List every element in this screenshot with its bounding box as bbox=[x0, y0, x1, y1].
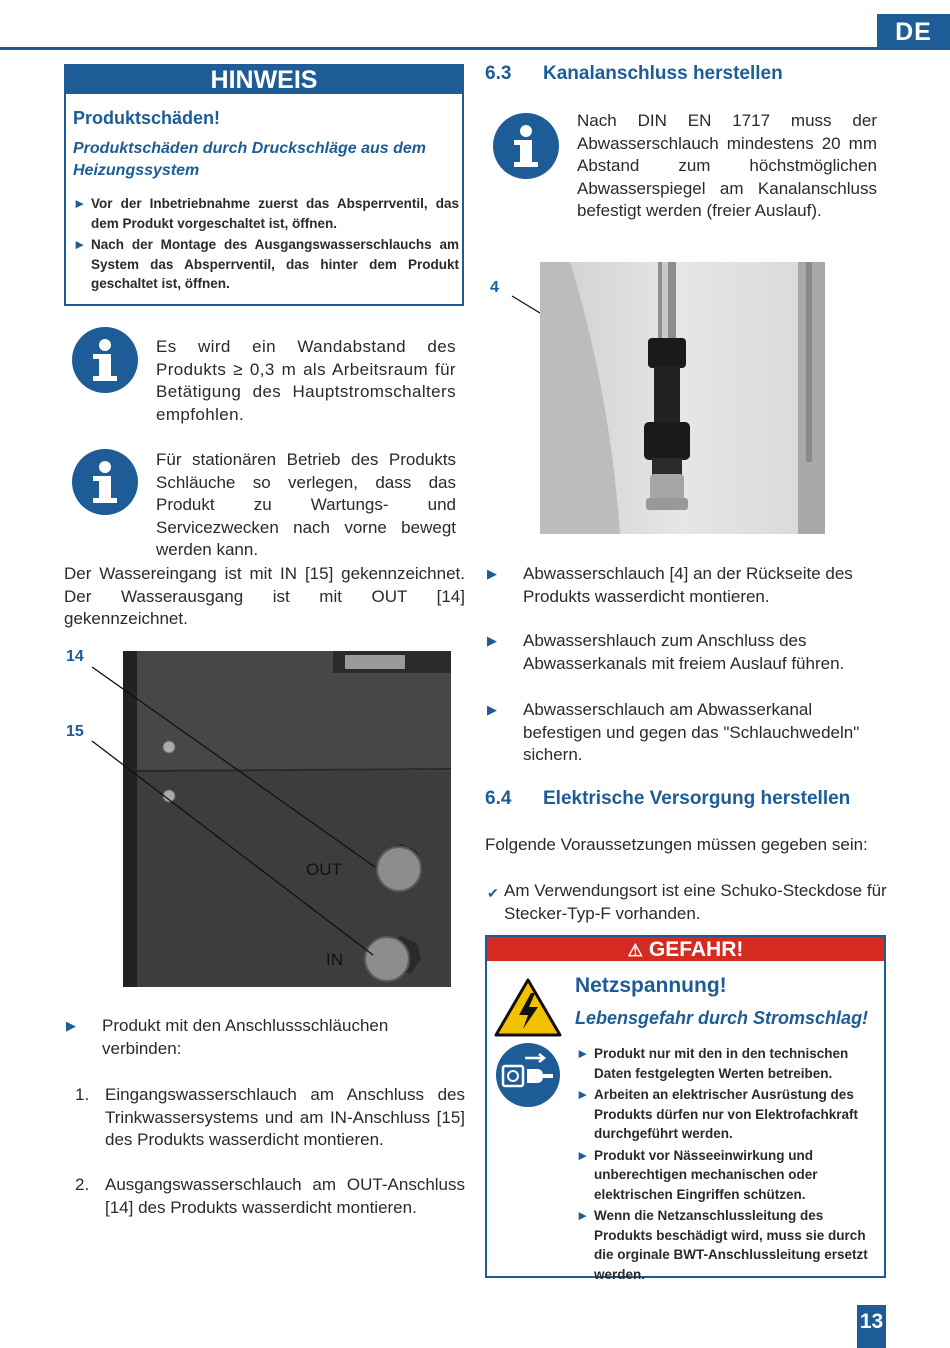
drain-hose-photo bbox=[540, 262, 825, 534]
danger-box bbox=[485, 935, 886, 1282]
callout-label-14: 14 bbox=[66, 648, 84, 665]
arrow-icon: ▶ bbox=[487, 702, 497, 717]
notice-subtitle: Produktschäden durch Druckschläge aus dem Heizungssystem bbox=[73, 140, 426, 179]
notice-title: Produktschäden! bbox=[73, 108, 221, 128]
disconnect-plug-icon bbox=[495, 1042, 561, 1108]
section-heading-6-3: 6.3 Kanalanschluss herstellen bbox=[485, 63, 783, 84]
arrow-icon: ▶ bbox=[66, 1018, 76, 1033]
step-item: 1. Eingangswasserschlauch am Anschluss des Trinkwassersystems und am IN-Anschluss [15] des Produkts wasserdicht montieren. bbox=[75, 1085, 465, 1149]
requirement-item: ✔ Am Verwendungsort ist eine Schuko-Steckdose für Stecker-Typ-F vorhanden. bbox=[487, 881, 887, 923]
danger-bullet: ► Produkt nur mit den in den technischen Daten festgelegten Werten betreiben. bbox=[576, 1046, 849, 1081]
danger-bullet: ► Arbeiten an elektrischer Ausrüstung des Produkts dürfen nur von Elektrofachkraft durchgeführt werden. bbox=[576, 1087, 859, 1141]
step-intro: ▶ Produkt mit den Anschlussschläuchen verbinden: bbox=[66, 1016, 389, 1058]
arrow-icon: ► bbox=[576, 1046, 590, 1061]
arrow-icon: ► bbox=[576, 1087, 590, 1102]
info-text-hose-routing: Für stationären Betrieb des Produkts Schläuche so verlegen, dass das Produkt zu Wartungs- und Servicezwecken nach vorne bewegt werden kann. bbox=[156, 450, 456, 559]
language-badge: DE bbox=[877, 14, 950, 50]
notice-bullet: ► Nach der Montage des Ausgangswasserschlauchs am System das Absperrventil, das hinter dem Produkt geschaltet ist, öffnen. bbox=[73, 237, 459, 291]
arrow-icon: ▶ bbox=[487, 566, 497, 581]
section-heading-6-4: 6.4 Elektrische Versorgung herstellen bbox=[485, 788, 851, 809]
danger-bullet: ► Produkt vor Nässeeinwirkung und unberechtigen mechanischen oder elektrischen Eingriffen schützen. bbox=[576, 1147, 818, 1202]
arrow-icon: ► bbox=[576, 1208, 590, 1223]
notice-bullet: ► Vor der Inbetriebnahme zuerst das Absperrventil, das dem Produkt vorgeschaltet ist, öffnen. bbox=[73, 196, 459, 231]
info-text-din: Nach DIN EN 1717 muss der Abwasserschlauch mindestens 20 mm Abstand zum höchstmöglichen Abwasserspiegel am Kanalanschluss befestigt werden (freier Auslauf). bbox=[577, 111, 877, 220]
warning-triangle-icon: ⚠ bbox=[627, 941, 643, 960]
svg-text:OUT: OUT bbox=[306, 860, 342, 879]
water-connection-paragraph: Der Wassereingang ist mit IN [15] gekennzeichnet. Der Wasserausgang ist mit OUT [14] gekennzeichnet. bbox=[64, 564, 465, 628]
drain-step: ▶ Abwasserschlauch [4] an der Rückseite des Produkts wasserdicht montieren. bbox=[487, 564, 853, 606]
arrow-icon: ► bbox=[576, 1147, 590, 1163]
drain-step: ▶ Abwasserschlauch am Abwasserkanal befestigen und gegen das "Schlauchwedeln" sichern. bbox=[487, 700, 860, 764]
arrow-icon: ► bbox=[73, 237, 87, 252]
info-icon bbox=[493, 113, 559, 179]
drain-step: ▶ Abwassershlauch zum Anschluss des Abwasserkanals mit freiem Auslauf führen. bbox=[487, 631, 845, 673]
svg-text:IN: IN bbox=[326, 950, 343, 969]
danger-heading: ⚠ GEFAHR! bbox=[487, 937, 884, 961]
callout-label-4: 4 bbox=[490, 279, 499, 296]
checkmark-icon: ✔ bbox=[487, 885, 499, 901]
arrow-icon: ▶ bbox=[487, 633, 497, 648]
arrow-icon: ► bbox=[73, 196, 87, 211]
requirements-intro: Folgende Voraussetzungen müssen gegeben sein: bbox=[485, 835, 868, 854]
danger-subtitle: Lebensgefahr durch Stromschlag! bbox=[575, 1008, 869, 1028]
step-item: 2. Ausgangswasserschlauch am OUT-Anschluss [14] des Produkts wasserdicht montieren. bbox=[75, 1175, 465, 1217]
page-number: 13 bbox=[857, 1305, 886, 1348]
danger-bullet: ► Wenn die Netzanschlussleitung des Produkts beschädigt wird, muss sie durch die orginale BWT-Anschlussleitung ersetzt werden. bbox=[576, 1208, 868, 1282]
high-voltage-icon bbox=[493, 977, 563, 1039]
danger-bullets bbox=[576, 1044, 880, 1286]
notice-heading: HINWEIS bbox=[66, 66, 462, 94]
callout-label-15: 15 bbox=[66, 723, 84, 740]
danger-title: Netzspannung! bbox=[575, 974, 727, 997]
info-text-wall-distance: Es wird ein Wandabstand des Produkts ≥ 0,3 m als Arbeitsraum für Betätigung des Hauptstromschalters empfohlen. bbox=[156, 337, 456, 424]
